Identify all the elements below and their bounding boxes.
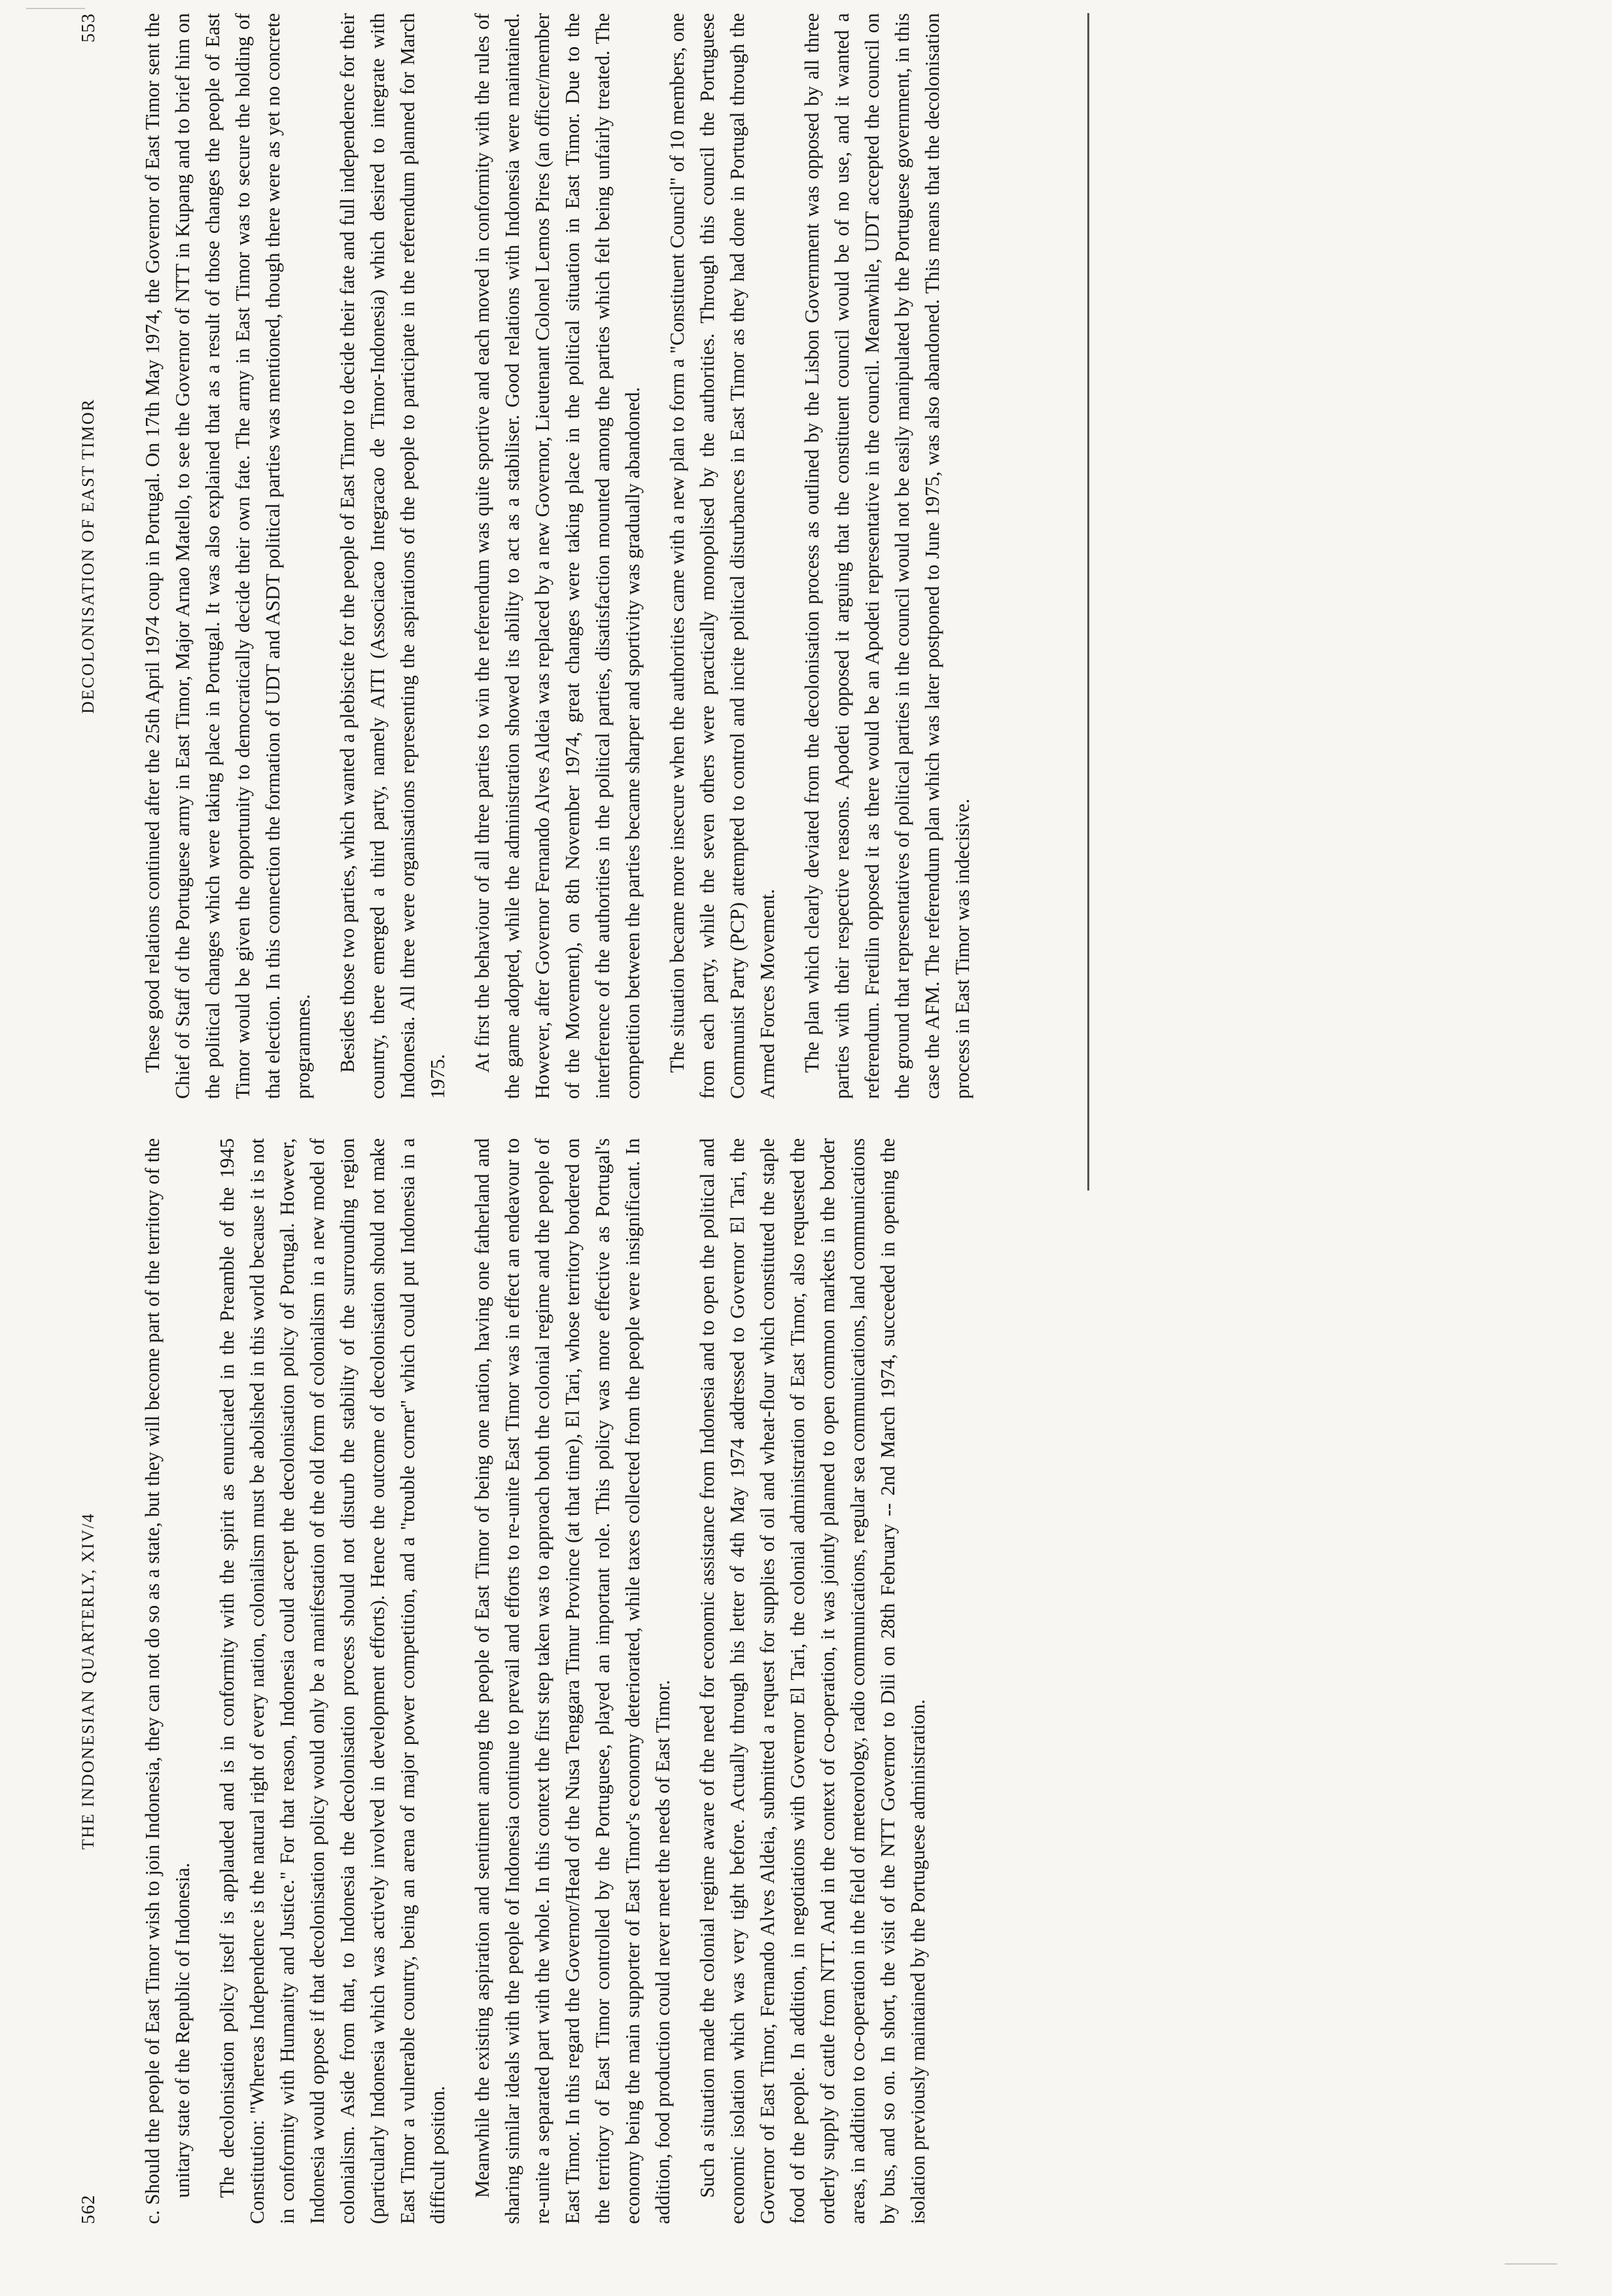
page-number: 553 bbox=[79, 13, 99, 43]
paragraph: The plan which clearly deviated from the decolonisation process as outlined by the Lisbon Government was opposed by all three parties with their respective reasons. Apodeti opposed it arguing that the constituent council would be of no use, and it wanted a referendum. Fretilin opposed it as there would be an Apodeti representative in the council. Meanwhile, UDT accepted the council on the ground that representatives of political parties in the council would not be easily manipulated by the Portuguese government, in this case the AFM. The referendum plan which was later postponed to June 1975, was also abandoned. This means that the decolonisation process in East Timor was indecisive. bbox=[801, 13, 973, 1099]
paragraph: At first the behaviour of all three parties to win the referendum was quite sportive and each moved in conformity with the rules of the game adopted, while the administration showed its ability to act as a stabiliser. Good relations with Indonesia were maintained. However, after Governor Fernando Alves Aldeia was replaced by a new Governor, Lieutenant Colonel Lemos Pires (an officer/member of the Movement), on 8th November 1974, great changes were taking place in the political situation in East Timor. Due to the interference of the authorities in the political parties, disatisfaction mounted among the parties which felt being unfairly treated. The competition between the parties became sharper and sportivity was gradually abandoned. bbox=[471, 13, 644, 1099]
page-number: 562 bbox=[79, 2195, 99, 2224]
list-item: c. Should the people of East Timor wish to join Indonesia, they can not do so as a state, but they will become part of the territory of the unitary state of the Republic of Indonesia. bbox=[141, 1138, 194, 2224]
page-gutter-line bbox=[1087, 13, 1089, 1191]
right-page bbox=[39, 0, 973, 1112]
paragraph: Such a situation made the colonial regime aware of the need for economic assistance from Indonesia and to open the political and economic isolation which was very tight before. Actually through his letter of 4th May 1974 addressed to Governor El Tari, the Governor of East Timor, Fernando Alves Aldeia, submitted a request for supplies of oil and wheat-flour which constituted the staple food of the people. In addition, in negotiations with Governor El Tari, the colonial administration of East Timor, also requested the orderly supply of cattle from NTT. And in the context of co-operation, it was jointly planned to open common markets in the border areas, in addition to co-operation in the field of meteorology, radio communications, regular sea communications, land communications by bus, and so on. In short, the visit of the NTT Governor to Dili on 28th February -- 2nd March 1974, succeeded in opening the isolation previously maintained by the Portuguese administration. bbox=[696, 1138, 929, 2224]
running-head: THE INDONESIAN QUARTERLY, XIV/4 bbox=[79, 1512, 97, 1850]
left-page bbox=[39, 1125, 929, 2237]
paragraph: The situation became more insecure when the authorities came with a new plan to form a "Constituent Council" of 10 members, one from each party, while the seven others were practically monopolised by the authorities. Through this council the Portuguese Communist Party (PCP) attempted to control and incite political disturbances in East Timor as they had done in Portugal through the Armed Forces Movement. bbox=[666, 13, 779, 1099]
body-text bbox=[137, 13, 992, 1099]
scan-artifact-mark bbox=[1505, 2263, 1557, 2265]
paragraph: These good relations continued after the 25th April 1974 coup in Portugal. On 17th May 1974, the Governor of East Timor sent the Chief of Staff of the Portuguese army in East Timor, Major Arnao Matello, to see the Governor of NTT in Kupang and to brief him on the political changes which were taking place in Portugal. It was also explained that as a result of those changes the people of East Timor would be given the opportunity to democratically decide their own fate. The army in East Timor was to secure the holding of that election. In this connection the formation of UDT and ASDT political parties was mentioned, though there were as yet no concrete programmes. bbox=[141, 13, 314, 1099]
running-head: DECOLONISATION OF EAST TIMOR bbox=[79, 398, 97, 714]
paragraph: Besides those two parties, which wanted a plebiscite for the people of East Timor to decide their fate and full independence for their country, there emerged a third party, namely AITI (Associacao Integracao de Timor-Indonesia) which desired to integrate with Indonesia. All three were organisations representing the aspirations of the people to participate in the referendum planned for March 1975. bbox=[336, 13, 449, 1099]
paragraph: The decolonisation policy itself is applauded and is in conformity with the spirit as enunciated in the Preamble of the 1945 Constitution: "Whereas Independence is the natural right of every nation, colonialism must be abolished in this world because it is not in conformity with Humanity and Justice." For that reason, Indonesia could accept the decolonisation policy of Portugal. However, Indonesia would oppose if that decolonisation policy would only be a manifestation of the old form of colonialism in a new model of colonialism. Aside from that, to Indonesia the decolonisation process should not disturb the stability of the surrounding region (particularly Indonesia which was actively involved in development efforts). Hence the outcome of decolonisation should not make East Timor a vulnerable country, being an arena of major power competition, and a "trouble corner" which could put Indonesia in a difficult position. bbox=[216, 1138, 449, 2224]
body-text bbox=[137, 1138, 947, 2224]
paragraph: Meanwhile the existing aspiration and sentiment among the people of East Timor of being one nation, having one fatherland and sharing similar ideals with the people of Indonesia continue to prevail and efforts to re-unite East Timor was in effect an endeavour to re-unite a separated part with the whole. In this context the first step taken was to approach both the colonial regime and the people of East Timor. In this regard the Governor/Head of the Nusa Tenggara Timur Province (at that time), El Tari, whose territory bordered on the territory of East Timor controlled by the Portuguese, played an important role. This policy was more effective as Portugal's economy being the main supporter of East Timor's economy deteriorated, while taxes collected from the people were insignificant. In addition, food production could never meet the needs of East Timor. bbox=[471, 1138, 674, 2224]
scan-artifact-mark bbox=[26, 8, 85, 9]
